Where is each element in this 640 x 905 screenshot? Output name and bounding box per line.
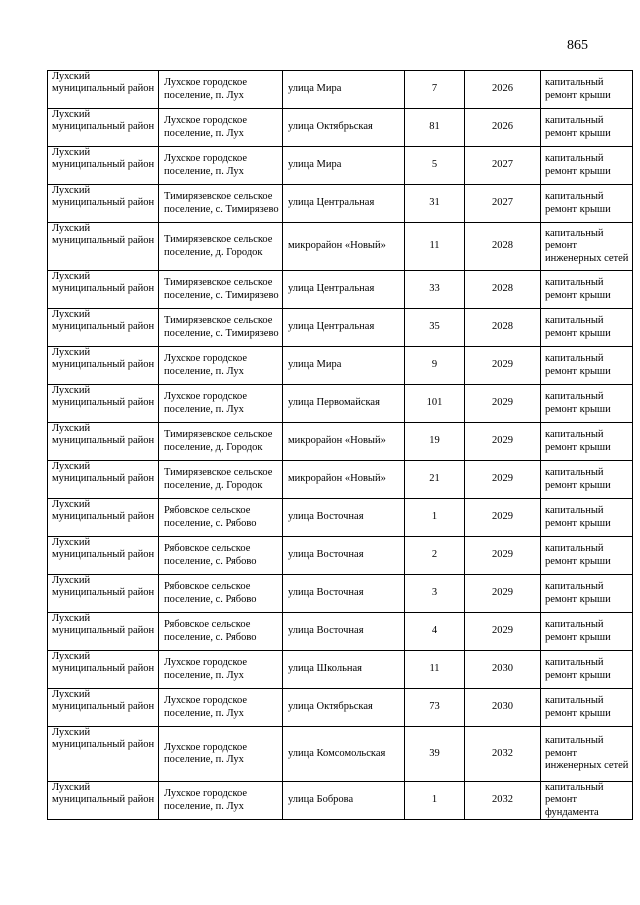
- work-type-cell: капитальный ремонт крыши: [541, 575, 633, 613]
- settlement-cell: Лухское городское поселение, п. Лух: [159, 782, 283, 820]
- work-type-cell: капитальный ремонт инженерных сетей: [541, 727, 633, 782]
- house-number-cell: 81: [405, 109, 465, 147]
- house-number-cell: 7: [405, 71, 465, 109]
- work-type-cell: капитальный ремонт инженерных сетей: [541, 223, 633, 271]
- table-row: [48, 223, 633, 271]
- table-row: [48, 385, 633, 423]
- work-type-cell: капитальный ремонт крыши: [541, 185, 633, 223]
- work-type-cell: капитальный ремонт крыши: [541, 499, 633, 537]
- settlement-cell: Рябовское сельское поселение, с. Рябово: [159, 499, 283, 537]
- table-row: [48, 727, 633, 782]
- work-type-cell: капитальный ремонт крыши: [541, 689, 633, 727]
- table-row: [48, 185, 633, 223]
- street-cell: улица Боброва: [283, 782, 405, 820]
- table-row: [48, 689, 633, 727]
- table-row: [48, 109, 633, 147]
- page-number: 865: [567, 38, 588, 53]
- street-cell: улица Восточная: [283, 575, 405, 613]
- settlement-cell: Рябовское сельское поселение, с. Рябово: [159, 613, 283, 651]
- street-cell: улица Восточная: [283, 537, 405, 575]
- street-cell: улица Центральная: [283, 185, 405, 223]
- year-cell: 2030: [465, 651, 541, 689]
- house-number-cell: 11: [405, 223, 465, 271]
- year-cell: 2029: [465, 461, 541, 499]
- street-cell: улица Первомайская: [283, 385, 405, 423]
- district-cell: Лухский муниципальный район: [48, 423, 159, 461]
- settlement-cell: Тимирязевское сельское поселение, с. Тимирязево: [159, 309, 283, 347]
- table-row: [48, 423, 633, 461]
- house-number-cell: 11: [405, 651, 465, 689]
- year-cell: 2032: [465, 782, 541, 820]
- table-row: [48, 347, 633, 385]
- settlement-cell: Рябовское сельское поселение, с. Рябово: [159, 575, 283, 613]
- district-cell: Лухский муниципальный район: [48, 727, 159, 782]
- table-row: [48, 461, 633, 499]
- work-type-cell: капитальный ремонт крыши: [541, 71, 633, 109]
- street-cell: улица Школьная: [283, 651, 405, 689]
- district-cell: Лухский муниципальный район: [48, 309, 159, 347]
- repair-schedule-table: [47, 70, 633, 820]
- house-number-cell: 39: [405, 727, 465, 782]
- settlement-cell: Тимирязевское сельское поселение, д. Городок: [159, 461, 283, 499]
- year-cell: 2029: [465, 613, 541, 651]
- table-row: [48, 537, 633, 575]
- table-body: [48, 71, 633, 820]
- house-number-cell: 35: [405, 309, 465, 347]
- settlement-cell: Тимирязевское сельское поселение, с. Тимирязево: [159, 185, 283, 223]
- street-cell: улица Мира: [283, 71, 405, 109]
- house-number-cell: 31: [405, 185, 465, 223]
- street-cell: микрорайон «Новый»: [283, 423, 405, 461]
- street-cell: улица Октябрьская: [283, 109, 405, 147]
- settlement-cell: Лухское городское поселение, п. Лух: [159, 727, 283, 782]
- year-cell: 2027: [465, 147, 541, 185]
- year-cell: 2029: [465, 575, 541, 613]
- settlement-cell: Лухское городское поселение, п. Лух: [159, 109, 283, 147]
- house-number-cell: 1: [405, 499, 465, 537]
- year-cell: 2029: [465, 385, 541, 423]
- table-row: [48, 499, 633, 537]
- district-cell: Лухский муниципальный район: [48, 185, 159, 223]
- house-number-cell: 33: [405, 271, 465, 309]
- street-cell: улица Восточная: [283, 613, 405, 651]
- district-cell: Лухский муниципальный район: [48, 575, 159, 613]
- table-row: [48, 147, 633, 185]
- house-number-cell: 19: [405, 423, 465, 461]
- work-type-cell: капитальный ремонт крыши: [541, 651, 633, 689]
- year-cell: 2028: [465, 271, 541, 309]
- table-row: [48, 271, 633, 309]
- work-type-cell: капитальный ремонт крыши: [541, 613, 633, 651]
- district-cell: Лухский муниципальный район: [48, 147, 159, 185]
- district-cell: Лухский муниципальный район: [48, 689, 159, 727]
- district-cell: Лухский муниципальный район: [48, 537, 159, 575]
- year-cell: 2028: [465, 309, 541, 347]
- house-number-cell: 5: [405, 147, 465, 185]
- work-type-cell: капитальный ремонт крыши: [541, 271, 633, 309]
- work-type-cell: капитальный ремонт крыши: [541, 423, 633, 461]
- settlement-cell: Лухское городское поселение, п. Лух: [159, 71, 283, 109]
- district-cell: Лухский муниципальный район: [48, 461, 159, 499]
- street-cell: улица Комсомольская: [283, 727, 405, 782]
- street-cell: микрорайон «Новый»: [283, 461, 405, 499]
- work-type-cell: капитальный ремонт крыши: [541, 309, 633, 347]
- settlement-cell: Лухское городское поселение, п. Лух: [159, 651, 283, 689]
- year-cell: 2029: [465, 423, 541, 461]
- street-cell: улица Мира: [283, 147, 405, 185]
- settlement-cell: Рябовское сельское поселение, с. Рябово: [159, 537, 283, 575]
- year-cell: 2029: [465, 347, 541, 385]
- table-row: [48, 71, 633, 109]
- house-number-cell: 2: [405, 537, 465, 575]
- district-cell: Лухский муниципальный район: [48, 651, 159, 689]
- district-cell: Лухский муниципальный район: [48, 385, 159, 423]
- year-cell: 2032: [465, 727, 541, 782]
- work-type-cell: капитальный ремонт фундамента: [541, 782, 633, 820]
- table-row: [48, 309, 633, 347]
- district-cell: Лухский муниципальный район: [48, 347, 159, 385]
- house-number-cell: 4: [405, 613, 465, 651]
- settlement-cell: Тимирязевское сельское поселение, д. Городок: [159, 223, 283, 271]
- district-cell: Лухский муниципальный район: [48, 223, 159, 271]
- house-number-cell: 101: [405, 385, 465, 423]
- house-number-cell: 9: [405, 347, 465, 385]
- house-number-cell: 73: [405, 689, 465, 727]
- year-cell: 2029: [465, 537, 541, 575]
- year-cell: 2028: [465, 223, 541, 271]
- settlement-cell: Лухское городское поселение, п. Лух: [159, 147, 283, 185]
- year-cell: 2029: [465, 499, 541, 537]
- settlement-cell: Тимирязевское сельское поселение, д. Городок: [159, 423, 283, 461]
- work-type-cell: капитальный ремонт крыши: [541, 537, 633, 575]
- year-cell: 2030: [465, 689, 541, 727]
- street-cell: микрорайон «Новый»: [283, 223, 405, 271]
- work-type-cell: капитальный ремонт крыши: [541, 461, 633, 499]
- street-cell: улица Октябрьская: [283, 689, 405, 727]
- district-cell: Лухский муниципальный район: [48, 271, 159, 309]
- table-row: [48, 651, 633, 689]
- district-cell: Лухский муниципальный район: [48, 109, 159, 147]
- year-cell: 2026: [465, 71, 541, 109]
- work-type-cell: капитальный ремонт крыши: [541, 109, 633, 147]
- district-cell: Лухский муниципальный район: [48, 613, 159, 651]
- house-number-cell: 21: [405, 461, 465, 499]
- settlement-cell: Лухское городское поселение, п. Лух: [159, 347, 283, 385]
- house-number-cell: 1: [405, 782, 465, 820]
- district-cell: Лухский муниципальный район: [48, 782, 159, 820]
- work-type-cell: капитальный ремонт крыши: [541, 347, 633, 385]
- table-row: [48, 782, 633, 820]
- settlement-cell: Тимирязевское сельское поселение, с. Тимирязево: [159, 271, 283, 309]
- settlement-cell: Лухское городское поселение, п. Лух: [159, 385, 283, 423]
- street-cell: улица Мира: [283, 347, 405, 385]
- settlement-cell: Лухское городское поселение, п. Лух: [159, 689, 283, 727]
- street-cell: улица Центральная: [283, 309, 405, 347]
- year-cell: 2027: [465, 185, 541, 223]
- district-cell: Лухский муниципальный район: [48, 499, 159, 537]
- table-row: [48, 613, 633, 651]
- house-number-cell: 3: [405, 575, 465, 613]
- street-cell: улица Центральная: [283, 271, 405, 309]
- street-cell: улица Восточная: [283, 499, 405, 537]
- work-type-cell: капитальный ремонт крыши: [541, 385, 633, 423]
- table-row: [48, 575, 633, 613]
- work-type-cell: капитальный ремонт крыши: [541, 147, 633, 185]
- district-cell: Лухский муниципальный район: [48, 71, 159, 109]
- year-cell: 2026: [465, 109, 541, 147]
